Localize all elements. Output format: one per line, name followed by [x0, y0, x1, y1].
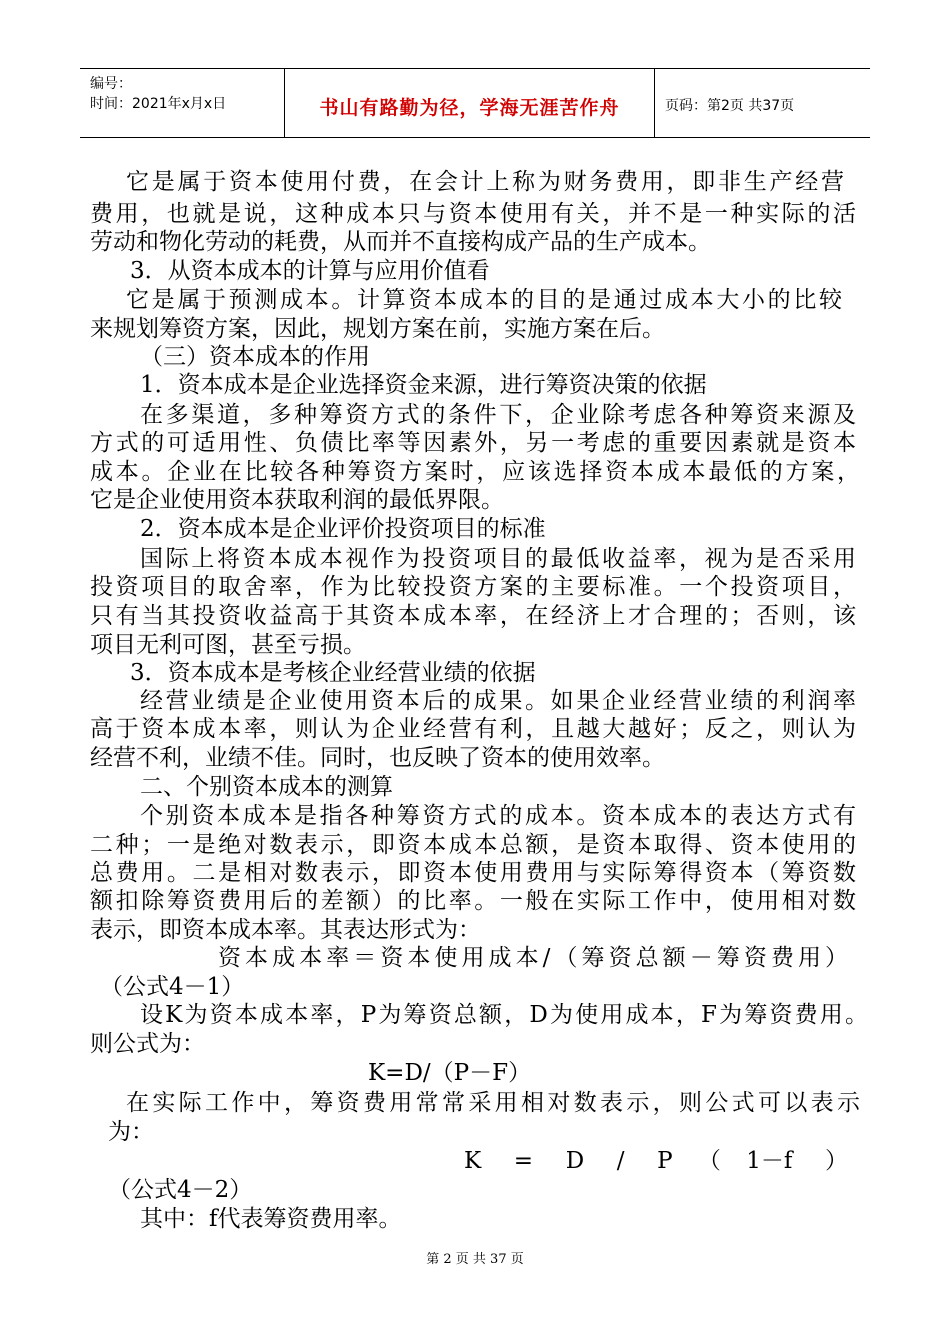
- body-line: 表示，即资本成本率。其表达形式为：: [90, 917, 481, 943]
- section-heading: 二、个别资本成本的测算: [140, 774, 393, 800]
- body-line: 成本。企业在比较各种筹资方案时，应该选择资本成本最低的方案，: [90, 459, 860, 485]
- body-line: 个别资本成本是指各种筹资方式的成本。资本成本的表达方式有: [140, 803, 856, 829]
- body-line: 二种；一是绝对数表示，即资本成本总额，是资本取得、资本使用的: [90, 832, 856, 858]
- formula-line: 资本成本率＝资本使用成本/（筹资总额－筹资费用）: [218, 945, 848, 971]
- body-line: 来规划筹资方案，因此，规划方案在前，实施方案在后。: [90, 316, 665, 342]
- body-line: 它是属于预测成本。计算资本成本的目的是通过成本大小的比较: [126, 287, 842, 313]
- formula-label: （公式4－2）: [108, 1177, 253, 1203]
- body-line: 劳动和物化劳动的耗费，从而并不直接构成产品的生产成本。: [90, 229, 711, 255]
- body-line: 投资项目的取舍率，作为比较投资方案的主要标准。一个投资项目，: [90, 574, 856, 600]
- document-date-label: 时间：2021年x月x日: [90, 96, 227, 112]
- body-line: 在实际工作中，筹资费用常常采用相对数表示，则公式可以表示: [126, 1090, 860, 1116]
- section-heading: 3．从资本成本的计算与应用价值看: [130, 258, 490, 284]
- body-line: 方式的可适用性、负债比率等因素外，另一考虑的重要因素就是资本: [90, 430, 856, 456]
- formula-line: K = D / P（1－f ）: [464, 1148, 848, 1174]
- section-heading: 3．资本成本是考核企业经营业绩的依据: [130, 660, 536, 686]
- body-line: 项目无利可图，甚至亏损。: [90, 632, 366, 658]
- section-heading: （三）资本成本的作用: [140, 344, 370, 370]
- body-line: 它是企业使用资本获取利润的最低界限。: [90, 487, 504, 513]
- body-line: 只有当其投资收益高于其资本成本率，在经济上才合理的；否则，该: [90, 603, 856, 629]
- formula-line: K=D/（P－F）: [368, 1060, 532, 1086]
- formula-label: （公式4－1）: [100, 974, 245, 1000]
- body-line: 高于资本成本率，则认为企业经营有利，且越大越好；反之，则认为: [90, 716, 856, 742]
- section-heading: 2．资本成本是企业评价投资项目的标准: [140, 516, 546, 542]
- section-heading: 1．资本成本是企业选择资金来源，进行筹资决策的依据: [140, 372, 707, 398]
- body-line: 它是属于资本使用付费，在会计上称为财务费用，即非生产经营: [126, 169, 844, 195]
- body-line: 经营业绩是企业使用资本后的成果。如果企业经营业绩的利润率: [140, 688, 856, 714]
- body-line: 经营不利，业绩不佳。同时，也反映了资本的使用效率。: [90, 745, 665, 771]
- body-line: 设K为资本成本率，P为筹资总额，D为使用成本，F为筹资费用。: [140, 1002, 868, 1028]
- body-line: 费用，也就是说，这种成本只与资本使用有关，并不是一种实际的活: [90, 201, 856, 227]
- body-line: 总费用。二是相对数表示，即资本使用费用与实际筹得资本（筹资数: [90, 860, 856, 886]
- header-motto: 书山有路勤为径，学海无涯苦作舟: [319, 97, 620, 119]
- body-line: 则公式为：: [90, 1031, 205, 1057]
- body-line: 在多渠道，多种筹资方式的条件下，企业除考虑各种筹资来源及: [140, 402, 856, 428]
- document-number-label: 编号：: [90, 76, 132, 92]
- page-footer: 第 2 页 共 37 页: [426, 1252, 524, 1267]
- body-line: 国际上将资本成本视作为投资项目的最低收益率，视为是否采用: [140, 546, 856, 572]
- body-line: 为：: [108, 1119, 154, 1145]
- body-line: 额扣除筹资费用后的差额）的比率。一般在实际工作中，使用相对数: [90, 888, 856, 914]
- header-page-info: 页码：第2页 共37页: [665, 98, 795, 114]
- body-line: 其中：f代表筹资费用率。: [140, 1206, 402, 1232]
